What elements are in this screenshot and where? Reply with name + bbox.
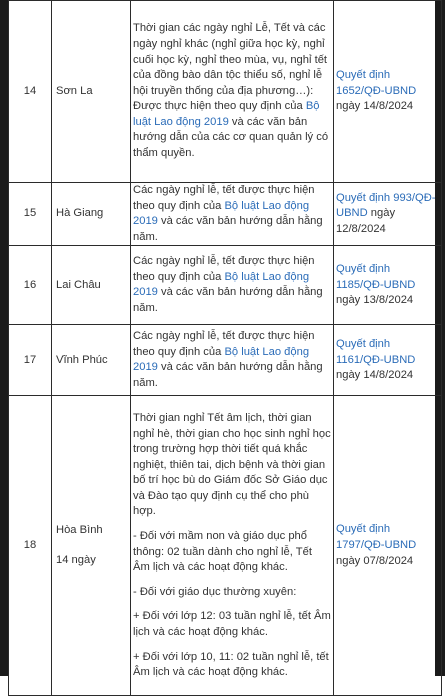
decision-cell: Quyết định 1161/QĐ-UBND ngày 14/8/2024 [334,325,442,396]
decision-link[interactable]: Quyết định 1797/QĐ-UBND [336,523,417,552]
province-name: Vĩnh Phúc [52,325,131,396]
table-row [9,396,442,696]
decision-cell: Quyết định 1185/QĐ-UBND ngày 13/8/2024 [334,246,442,325]
holiday-content [131,396,334,696]
decision-link[interactable]: Quyết định 1161/QĐ-UBND [336,337,416,366]
province-name: Hà Giang [52,183,131,246]
province-name: Lai Châu [52,246,131,325]
row-number: 14 [9,1,52,183]
row-number: 17 [9,325,52,396]
holiday-schedule-table [8,0,442,696]
row-number: 15 [9,183,52,246]
table-row [9,246,442,325]
row-number: 16 [9,246,52,325]
left-dark-margin [0,0,8,676]
content-paragraph: - Đối với giáo dục thường xuyên: [133,585,297,598]
labor-code-link[interactable]: Bộ luật Lao động 2019 [133,270,310,299]
decision-cell: Quyết định 1797/QĐ-UBND ngày 07/8/2024 [334,396,442,696]
table-row [9,183,442,246]
holiday-content: Thời gian các ngày nghỉ Lễ, Tết và các ngày nghỉ khác (nghỉ giữa học kỳ, nghỉ cuối học kỳ, nghỉ theo mùa, vụ, nghỉ tết của đồng bào dân tộc thiểu số, nghỉ lễ hội truyền thống của địa phương…): Được thực hiện theo quy định của Bộ luật Lao động 2019 và các văn bản hướng dẫn của các cơ quan quản lý có thẩm quyền. [131,1,334,183]
content-paragraph: + Đối với lớp 10, 11: 02 tuần nghỉ lễ, tết Âm lịch và các hoạt động khác. [133,650,329,679]
decision-link[interactable]: Quyết định 1652/QĐ-UBND [336,69,417,97]
decision-link[interactable]: Quyết định 993/QĐ-UBND [336,191,436,220]
holiday-content: Các ngày nghỉ lễ, tết được thực hiện theo quy định của Bộ luật Lao động 2019 và các văn bản hướng dẫn hằng năm. [131,246,334,325]
holiday-duration: 14 ngày [56,553,96,566]
decision-cell: Quyết định 1652/QĐ-UBND ngày 14/8/2024 [334,1,442,183]
holiday-content: Các ngày nghỉ lễ, tết được thực hiện theo quy định của Bộ luật Lao động 2019 và các văn bản hướng dẫn hằng năm. [131,183,334,246]
labor-code-link[interactable]: Bộ luật Lao động 2019 [133,199,310,228]
holiday-content: Các ngày nghỉ lễ, tết được thực hiện theo quy định của Bộ luật Lao động 2019 và các văn bản hướng dẫn hằng năm. [131,325,334,396]
content-paragraph: + Đối với lớp 12: 03 tuần nghỉ lễ, tết Âm lịch và các hoạt động khác. [133,610,331,639]
table-row [9,1,442,183]
labor-code-link[interactable]: Bộ luật Lao động 2019 [133,345,310,374]
content-paragraph: Thời gian nghỉ Tết âm lịch, thời gian nghỉ hè, thời gian cho học sinh nghỉ học trong trường hợp thời tiết quá khắc nghiệt, thiên tai, dịch bệnh và thời gian bố trí học bù do Giám đốc Sở Giáo dục và Đào tạo quy định cụ thể cho phù hợp. [133,411,331,518]
row-number: 18 [9,396,52,696]
content-paragraph: - Đối với mầm non và giáo dục phổ thông: 02 tuần dành cho nghỉ lễ, Tết Âm lịch và các hoạt động khác. [133,530,312,574]
province-name: Hòa Bình 14 ngày [52,396,131,696]
table-row [9,325,442,396]
labor-code-link[interactable]: Bộ luật Lao động 2019 [133,100,320,128]
decision-cell: Quyết định 993/QĐ-UBND ngày 12/8/2024 [334,183,442,246]
province-name: Sơn La [52,1,131,183]
decision-link[interactable]: Quyết định 1185/QĐ-UBND [336,262,416,291]
